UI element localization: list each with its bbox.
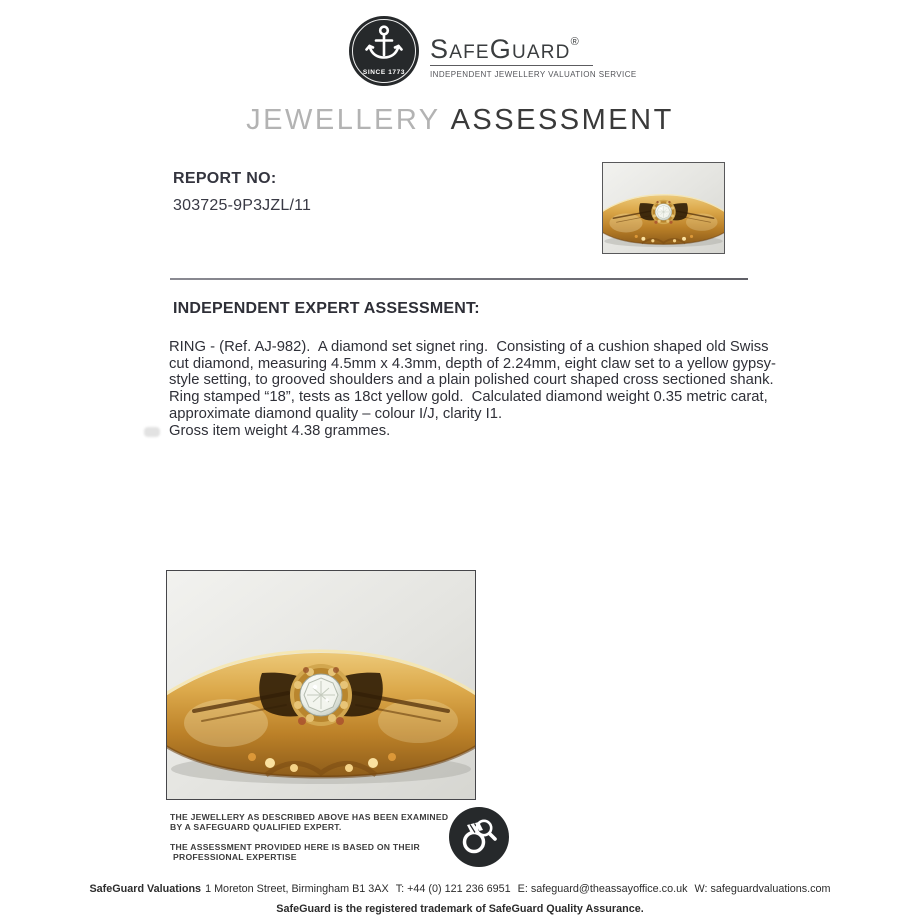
footer-company: SafeGuard Valuations — [89, 883, 202, 895]
page-title — [0, 104, 920, 137]
brand-name — [430, 27, 637, 64]
title-word-jewellery: JEWELLERY — [246, 104, 441, 136]
footer-email: safeguard@theassayoffice.co.uk — [530, 883, 688, 895]
footer-phone-label: T: — [395, 883, 405, 895]
safeguard-emblem — [349, 16, 419, 86]
ring-magnifier-icon — [457, 815, 501, 859]
ring-photo-thumbnail — [602, 162, 725, 254]
report-block — [173, 170, 311, 215]
anchor-icon — [362, 22, 406, 66]
ring-image — [167, 571, 475, 799]
brand-text: SafeGuard — [430, 34, 571, 64]
certification-line: PROFESSIONAL EXPERTISE — [173, 851, 297, 862]
section-divider — [170, 278, 748, 280]
assessment-line: RING - (Ref. AJ-982). A diamond set signet ring. Consisting of a cushion shaped old Swiss — [169, 339, 769, 355]
footer-trademark: SafeGuard is the registered trademark of SafeGuard Quality Assurance. — [276, 903, 644, 915]
footer-phone: +44 (0) 121 236 6951 — [407, 883, 511, 895]
assessment-line: Gross item weight 4.38 grammes. — [169, 422, 391, 439]
brand-tagline: INDEPENDENT JEWELLERY VALUATION SERVICE — [430, 70, 637, 79]
report-label: REPORT NO: — [173, 170, 277, 187]
scan-smudge — [144, 427, 160, 437]
footer-email-label: E: — [517, 883, 528, 895]
footer-web-label: W: — [694, 883, 708, 895]
assessment-line: Ring stamped “18”, tests as 18ct yellow gold. Calculated diamond weight 0.35 metric carat, — [169, 389, 768, 406]
certification-line: THE ASSESSMENT PROVIDED HERE IS BASED ON THEIR — [170, 841, 420, 852]
brand-divider — [430, 65, 593, 66]
assessment-line: style setting, to grooved shoulders and a plain polished court shaped cross sectioned shank. — [169, 372, 774, 389]
ring-image — [603, 163, 724, 253]
assessment-line: cut diamond, measuring 4.5mm x 4.3mm, depth of 2.24mm, eight claw set to a yellow gypsy- — [169, 355, 776, 372]
footer-address: 1 Moreton Street, Birmingham B1 3AX — [205, 883, 389, 895]
title-word-assessment: ASSESSMENT — [450, 104, 674, 136]
footer-web: safeguardvaluations.com — [710, 883, 831, 895]
report-number: 303725-9P3JZL/11 — [173, 197, 312, 214]
examiner-badge — [449, 807, 509, 867]
footer-contact — [0, 883, 920, 895]
emblem-caption: SINCE 1773 — [362, 69, 406, 76]
assessment-heading: INDEPENDENT EXPERT ASSESSMENT: — [173, 300, 480, 317]
brand-wordmark — [430, 27, 637, 79]
assessment-text — [169, 339, 776, 439]
ring-photo-large — [166, 570, 476, 800]
assessment-line: approximate diamond quality – colour I/J, clarity I1. — [169, 405, 503, 422]
certification-note — [170, 812, 448, 862]
certification-line: THE JEWELLERY AS DESCRIBED ABOVE HAS BEEN EXAMINED — [170, 812, 449, 822]
certification-line: BY A SAFEGUARD QUALIFIED EXPERT. — [170, 822, 342, 833]
registered-mark: ® — [570, 36, 579, 48]
